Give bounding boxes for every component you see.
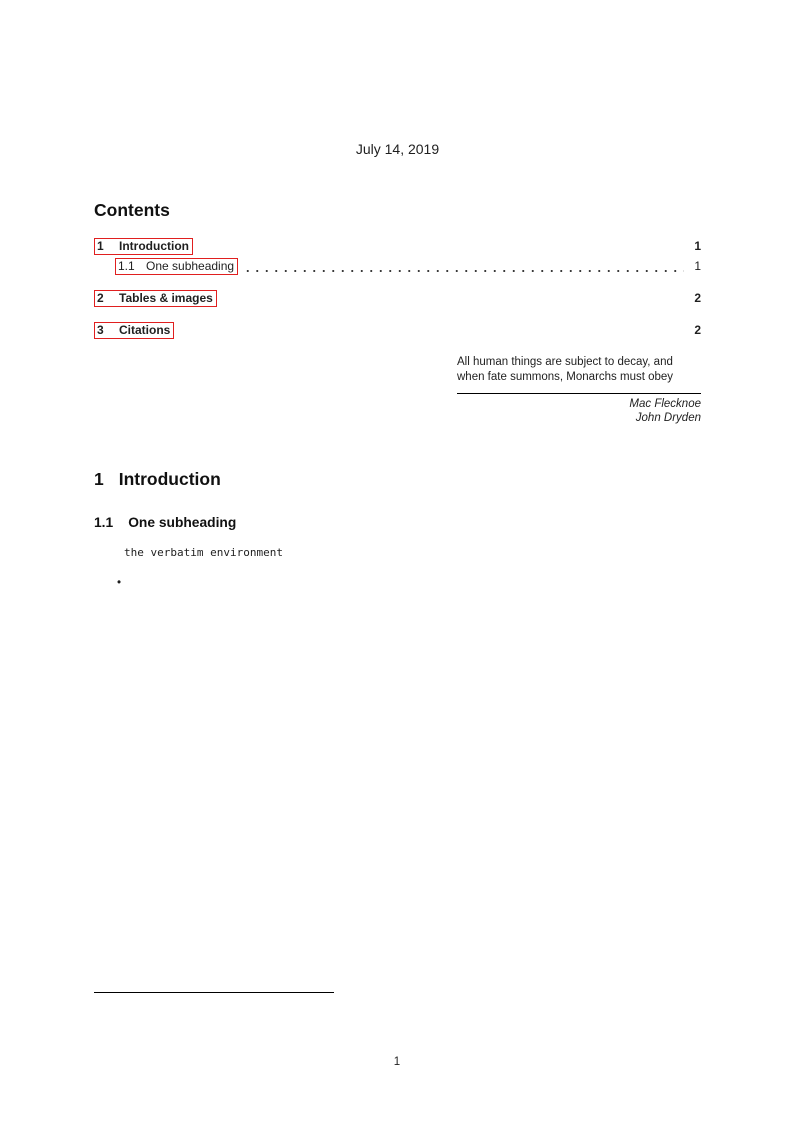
- toc-entry-label: One subheading: [146, 259, 235, 273]
- footnote-rule: [94, 992, 334, 993]
- epigraph: [457, 355, 701, 425]
- table-of-contents: [94, 238, 701, 339]
- toc-entry-number: 1: [97, 239, 104, 253]
- epigraph-line-2: when fate summons, Monarchs must obey: [457, 370, 674, 383]
- toc-link-tables-images[interactable]: [94, 290, 217, 307]
- page-number: 1: [393, 1056, 401, 1068]
- toc-entry-number: 3: [97, 323, 104, 337]
- section-title: Introduction: [118, 469, 221, 489]
- toc-link-citations[interactable]: [94, 322, 174, 339]
- toc-page-number: 1: [694, 259, 701, 273]
- bullet-icon: •: [117, 576, 122, 589]
- contents-heading: Contents: [94, 200, 170, 220]
- toc-entry-introduction: [94, 238, 701, 255]
- subsection-1-1-heading: [94, 515, 701, 530]
- toc-entry-tables-images: [94, 290, 701, 307]
- toc-entry-citations: [94, 322, 701, 339]
- toc-entry-number: 2: [97, 291, 104, 305]
- footnote-area: [94, 992, 701, 998]
- subsection-number: 1.1: [94, 515, 114, 530]
- toc-entry-label: Citations: [119, 323, 171, 337]
- epigraph-line-1: All human things are subject to decay, and: [457, 356, 673, 368]
- toc-link-one-subheading[interactable]: [115, 258, 238, 275]
- section-number: 1: [94, 469, 104, 489]
- subsection-title: One subheading: [128, 515, 237, 530]
- toc-page-number: 2: [694, 323, 701, 337]
- epigraph-quote: [457, 355, 701, 384]
- list-item: [117, 575, 701, 591]
- section-1-heading: [94, 469, 701, 490]
- toc-dot-leader: [243, 258, 684, 275]
- toc-entry-one-subheading: [115, 258, 701, 275]
- paper-date: July 14, 2019: [355, 141, 440, 157]
- toc-page-number: 1: [694, 239, 701, 253]
- toc-entry-number: 1.1: [118, 259, 135, 273]
- toc-entry-label: Tables & images: [119, 291, 213, 305]
- toc-entry-label: Introduction: [119, 239, 189, 253]
- epigraph-source: Mac Flecknoe: [629, 398, 701, 410]
- text-column: [94, 0, 701, 591]
- epigraph-rule: [457, 393, 701, 394]
- epigraph-attribution: [457, 397, 701, 425]
- verbatim-block: the verbatim environment: [124, 546, 283, 559]
- toc-link-introduction[interactable]: [94, 238, 193, 255]
- epigraph-author: John Dryden: [635, 412, 701, 424]
- toc-page-number: 2: [694, 291, 701, 305]
